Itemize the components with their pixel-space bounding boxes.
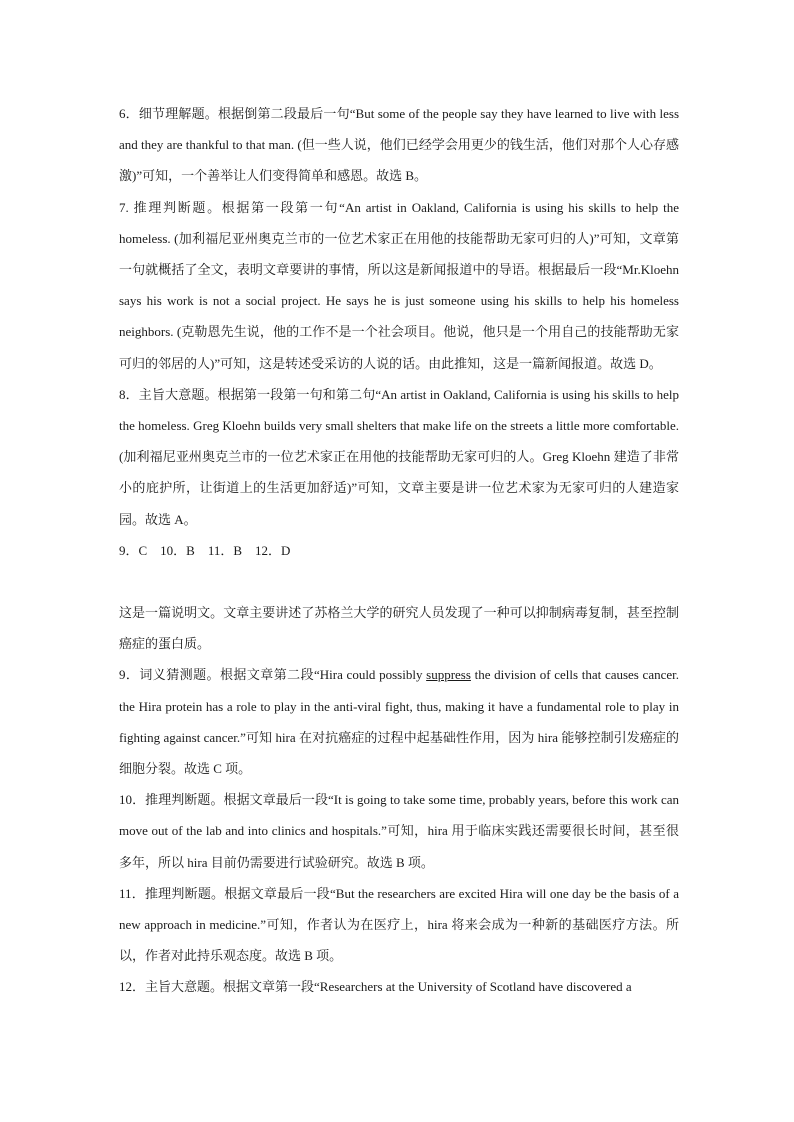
section-gap bbox=[119, 566, 679, 597]
underlined-word: suppress bbox=[426, 667, 471, 683]
answer-9-explanation bbox=[119, 659, 679, 784]
answer-10-explanation: 10．推理判断题。根据文章最后一段“It is going to take some time, probably years, before this work can move out of the lab and into clinics and hospitals.”可知，hira 用于临床实践还需要很长时间，甚至很多年，所以 hira 目前仍需要进行试验研究。故选 B 项。 bbox=[119, 792, 679, 870]
answer-11-explanation: 11．推理判断题。根据文章最后一段“But the researchers are excited Hira will one day be the basis of a new approach in medicine.”可知，作者认为在医疗上，hira 将来会成为一种新的基础医疗方法。所以，作者对此持乐观态度。故选 B 项。 bbox=[119, 885, 679, 964]
answer-8-explanation: 8．主旨大意题。根据第一段第一句和第二句“An artist in Oakland, California is using his skills to help the homeless. Greg Kloehn builds very small shelters that make life on the streets a little more comfortable. (加利福尼亚州奥克兰市的一位艺术家正在用他的技能帮助无家可归的人。Greg Kloehn 建造了非常小的庇护所，让街道上的生活更加舒适)”可知，文章主要是讲一位艺术家为无家可归的人建造家园。故选 A。 bbox=[119, 386, 679, 527]
answer-6-explanation: 6．细节理解题。根据倒第二段最后一句“But some of the people say they have learned to live with less and they are thankful to that man. (但一些人说，他们已经学会用更少的钱生活，他们对那个人心存感激)”可知，一个善举让人们变得简单和感恩。故选 B。 bbox=[119, 106, 679, 184]
answer-9-text-after: the division of cells that causes cancer. the Hira protein has a role to play in the anti-viral fight, thus, making it have a fundamental role to play in fighting against cancer.”可知 hira 在对抗癌症的过程中起基础性作用，因为 hira 能够控制引发癌症的细胞分裂。故选 C 项。 bbox=[119, 667, 679, 777]
document-page bbox=[119, 98, 679, 1003]
answer-key-9-12: 9．C 10．B 11．B 12．D bbox=[119, 542, 291, 558]
answer-12-explanation: 12．主旨大意题。根据文章第一段“Researchers at the University of Scotland have discovered a bbox=[119, 979, 632, 995]
passage-summary: 这是一篇说明文。文章主要讲述了苏格兰大学的研究人员发现了一种可以抑制病毒复制，甚至控制癌症的蛋白质。 bbox=[119, 605, 679, 652]
answer-7-explanation: 7. 推理判断题。根据第一段第一句“An artist in Oakland, California is using his skills to help the homeless. (加利福尼亚州奥克兰市的一位艺术家正在用他的技能帮助无家可归的人)”可知，文章第一句就概括了全文，表明文章要讲的事情，所以这是新闻报道中的导语。根据最后一段“Mr.Kloehn says his work is not a social project. He says he is just someone using his skills to help his homeless neighbors. (克勒恩先生说，他的工作不是一个社会项目。他说，他只是一个用自己的技能帮助无家可归的邻居的人)”可知，这是转述受采访的人说的话。由此推知，这是一篇新闻报道。故选 D。 bbox=[119, 199, 679, 371]
answer-9-text-before: 9．词义猜测题。根据文章第二段“Hira could possibly bbox=[119, 667, 427, 683]
